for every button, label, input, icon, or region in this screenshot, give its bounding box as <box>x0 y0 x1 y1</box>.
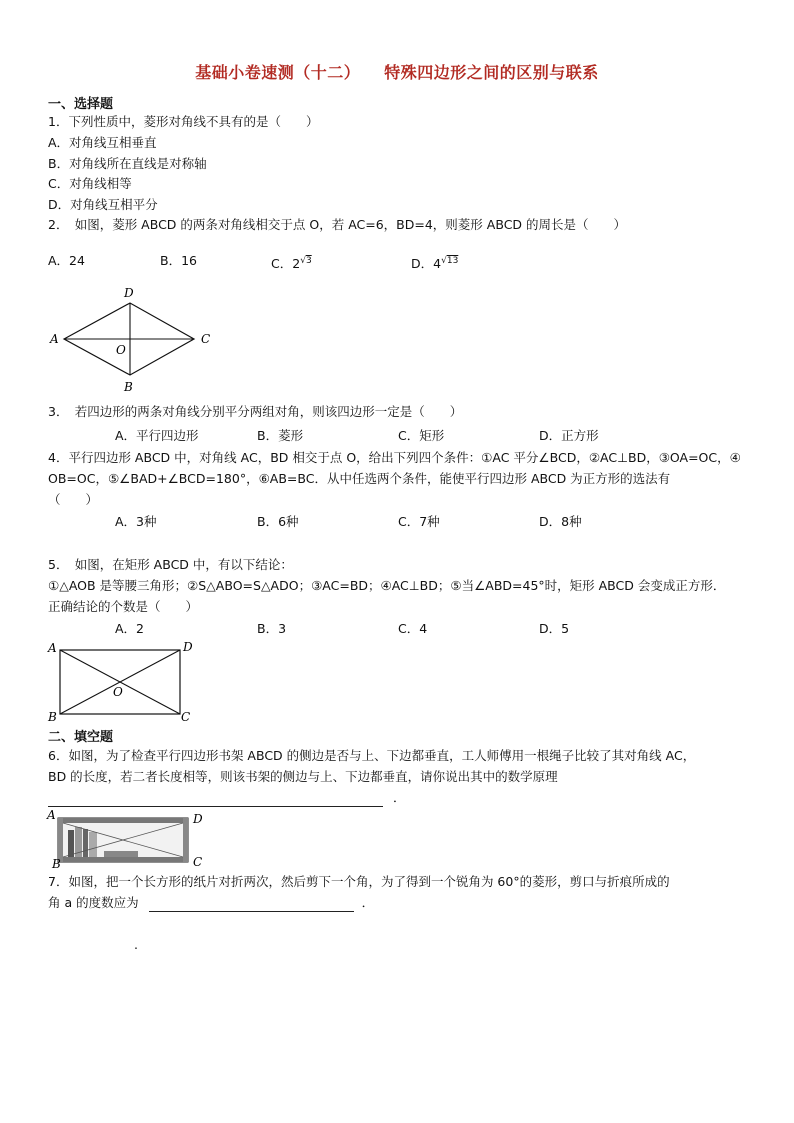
q3-option-a: A．平行四边形 <box>115 428 199 443</box>
q4-line1: 4．平行四边形 ABCD 中，对角线 AC，BD 相交于点 O，给出下列四个条件：①AC 平分∠BCD，②AC⊥BD，③OA=OC，④ <box>48 450 741 465</box>
q2-option-c-radicand: 3 <box>305 256 312 266</box>
label-o: O <box>113 685 123 699</box>
q7-line2-prefix: 角 a 的度数应为 <box>48 895 139 910</box>
q2-option-a: A．24 <box>48 253 85 268</box>
q4-option-c: C．7种 <box>398 514 440 529</box>
label-d: D <box>124 286 134 300</box>
q2-option-b: B．16 <box>160 253 197 268</box>
q4-option-b: B．6种 <box>257 514 299 529</box>
label-a: A <box>50 332 59 346</box>
q3-stem: 3． 若四边形的两条对角线分别平分两组对角，则该四边形一定是（ ） <box>48 404 463 419</box>
section-heading-choice: 一、选择题 <box>48 97 114 112</box>
label-d: D <box>183 640 193 654</box>
q5-option-c: C．4 <box>398 621 428 636</box>
q1-stem: 1．下列性质中，菱形对角线不具有的是（ ） <box>48 114 319 129</box>
q1-option-d: D．对角线互相平分 <box>48 197 158 212</box>
book-3 <box>83 829 88 857</box>
rhombus-figure <box>44 283 224 395</box>
q2-option-d-prefix: D．4 <box>411 256 442 272</box>
label-b: B <box>124 380 133 394</box>
q5-line3: 正确结论的个数是（ ） <box>48 599 199 614</box>
q7-end: ． <box>361 895 375 910</box>
q4-line2: OB=OC，⑤∠BAD+∠BCD=180°，⑥AB=BC．从中任选两个条件，能使平行四边形 ABCD 为正方形的选法有 <box>48 471 671 486</box>
stray-dot: . <box>134 937 138 952</box>
label-a: A <box>47 808 56 822</box>
shelf-left-side <box>58 818 63 862</box>
label-c: C <box>181 710 191 724</box>
page-title <box>0 60 794 83</box>
bookshelf-figure <box>44 806 214 870</box>
q5-option-a: A．2 <box>115 621 145 636</box>
q5-stem: 5． 如图，在矩形 ABCD 中，有以下结论： <box>48 557 293 572</box>
q1-option-a: A．对角线互相垂直 <box>48 135 157 150</box>
q6-line2: BD 的长度，若二者长度相等，则该书架的侧边与上、下边都垂直，请你说出其中的数学原理 <box>48 769 558 784</box>
book-4 <box>89 832 97 857</box>
q6-line1: 6．如图，为了检查平行四边形书架 ABCD 的侧边是否与上、下边都垂直，工人师傅用一根绳子比较了其对角线 AC， <box>48 748 696 763</box>
q1-option-c: C．对角线相等 <box>48 176 132 191</box>
q2-option-c: C．$2^{√3}$ <box>271 256 312 272</box>
q7-line1: 7．如图，把一个长方形的纸片对折两次，然后剪下一个角，为了得到一个锐角为 60°的菱形，剪口与折痕所成的 <box>48 874 670 889</box>
q2-option-d: D．$4^{√13}$ <box>411 256 459 272</box>
shelf-top-board <box>58 818 188 823</box>
shelf-bottom-board <box>58 857 188 862</box>
q4-option-a: A．3种 <box>115 514 157 529</box>
q6-end: ． <box>393 790 406 805</box>
q5-option-d: D．5 <box>539 621 570 636</box>
q2-option-c-prefix: C．2 <box>271 256 301 272</box>
q4-option-d: D．8种 <box>539 514 582 529</box>
q2-option-d-radicand: 13 <box>446 256 459 266</box>
label-d: D <box>193 812 203 826</box>
q5-option-b: B．3 <box>257 621 287 636</box>
q6-answer-line <box>48 789 406 807</box>
title-part2: 特殊四边形之间的区别与联系 <box>384 63 599 82</box>
q4-line3: （ ） <box>48 492 99 507</box>
label-b: B <box>48 710 57 724</box>
title-part1: 基础小卷速测（十二） <box>195 63 361 82</box>
q7-answer-blank[interactable] <box>149 899 354 912</box>
section-heading-fill: 二、填空题 <box>48 730 114 745</box>
q3-option-b: B．菱形 <box>257 428 304 443</box>
q3-option-c: C．矩形 <box>398 428 445 443</box>
label-o: O <box>116 343 126 357</box>
rectangle-figure <box>44 638 204 726</box>
shelf-right-side <box>183 818 188 862</box>
book-1 <box>68 830 74 857</box>
label-b: B <box>52 857 61 870</box>
q2-stem: 2． 如图，菱形 ABCD 的两条对角线相交于点 O，若 AC=6，BD=4，则菱形 ABCD 的周长是（ ） <box>48 217 627 232</box>
label-c: C <box>193 855 203 869</box>
book-stack <box>104 851 138 857</box>
label-a: A <box>48 641 57 655</box>
label-c: C <box>201 332 211 346</box>
q1-option-b: B．对角线所在直线是对称轴 <box>48 156 207 171</box>
q7-line2 <box>48 894 374 912</box>
q5-line2: ①△AOB 是等腰三角形；②S△ABO=S△ADO；③AC=BD；④AC⊥BD；⑤当∠ABD=45°时，矩形 ABCD 会变成正方形． <box>48 578 726 593</box>
q3-option-d: D．正方形 <box>539 428 599 443</box>
